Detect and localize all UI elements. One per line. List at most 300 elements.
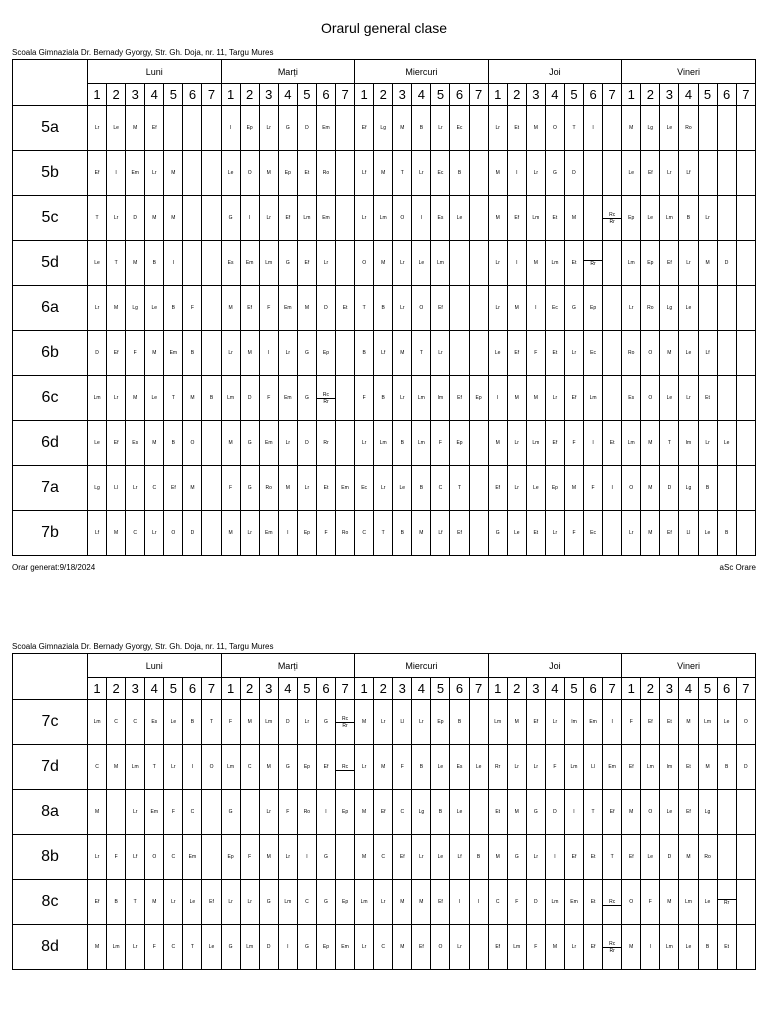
- lesson-cell: O: [736, 700, 755, 745]
- lesson-cell: M: [183, 466, 202, 511]
- timetable-table: [12, 59, 756, 556]
- lesson-cell: Lm: [240, 925, 259, 970]
- lesson-cell: G: [240, 466, 259, 511]
- lesson-cell: M: [126, 241, 145, 286]
- lesson-cell: Ef: [488, 466, 507, 511]
- lesson-cell: [736, 106, 755, 151]
- lesson-cell: Le: [221, 151, 240, 196]
- lesson-cell: [469, 241, 488, 286]
- class-name: 6c: [13, 376, 88, 421]
- period-number: 3: [393, 678, 412, 700]
- lesson-cell: B: [431, 790, 450, 835]
- lesson-cell: Lr: [393, 286, 412, 331]
- lesson-cell: [736, 880, 755, 925]
- lesson-cell: D: [183, 511, 202, 556]
- lesson-cell: T: [584, 790, 603, 835]
- lesson-cell: [603, 925, 622, 970]
- lesson-cell: F: [259, 376, 278, 421]
- lesson-cell: Le: [717, 421, 736, 466]
- lesson-cell: Ef: [545, 421, 564, 466]
- lesson-cell: D: [297, 421, 316, 466]
- lesson-cell: F: [622, 700, 641, 745]
- lesson-cell: C: [126, 511, 145, 556]
- lesson-cell: Et: [584, 835, 603, 880]
- period-number: 2: [641, 84, 660, 106]
- lesson-cell: B: [698, 466, 717, 511]
- lesson-cell: [450, 331, 469, 376]
- lesson-cell: Ep: [240, 106, 259, 151]
- lesson-cell: M: [240, 700, 259, 745]
- lesson-cell: Ef: [622, 745, 641, 790]
- lesson-cell: O: [412, 286, 431, 331]
- lesson-cell: [469, 196, 488, 241]
- lesson-cell: Em: [603, 745, 622, 790]
- lesson-cell: Em: [336, 925, 355, 970]
- lesson-cell: [603, 241, 622, 286]
- lesson-cell: I: [278, 511, 297, 556]
- lesson-cell: M: [297, 286, 316, 331]
- lesson-cell: B: [145, 241, 164, 286]
- lesson-cell: B: [450, 700, 469, 745]
- lesson-cell: D: [660, 466, 679, 511]
- class-name: 5c: [13, 196, 88, 241]
- lesson-cell: F: [126, 331, 145, 376]
- lesson-cell: Em: [259, 511, 278, 556]
- lesson-cell: Le: [717, 700, 736, 745]
- lesson-cell: Lr: [507, 745, 526, 790]
- lesson-cell: Ef: [431, 286, 450, 331]
- lesson-cell: Lr: [240, 880, 259, 925]
- period-number: 7: [736, 84, 755, 106]
- lesson-subject-bottom: Rr: [590, 260, 596, 267]
- class-row: [13, 745, 756, 790]
- lesson-cell: Rr: [488, 745, 507, 790]
- period-number: 4: [145, 678, 164, 700]
- lesson-cell: [202, 106, 221, 151]
- lesson-cell: M: [164, 196, 183, 241]
- lesson-cell: O: [145, 835, 164, 880]
- lesson-cell: O: [622, 466, 641, 511]
- lesson-cell: [469, 331, 488, 376]
- lesson-cell: M: [698, 745, 717, 790]
- lesson-cell: I: [584, 106, 603, 151]
- day-header: Miercuri: [355, 654, 489, 678]
- lesson-cell: [469, 421, 488, 466]
- lesson-cell: Ec: [355, 466, 374, 511]
- lesson-cell: [584, 241, 603, 286]
- lesson-cell: Le: [88, 421, 107, 466]
- lesson-cell: Ef: [660, 511, 679, 556]
- lesson-cell: Lr: [545, 700, 564, 745]
- lesson-cell: Lr: [297, 466, 316, 511]
- lesson-cell: Lm: [221, 745, 240, 790]
- lesson-cell: Le: [202, 925, 221, 970]
- lesson-cell: [336, 835, 355, 880]
- lesson-cell: Ro: [316, 151, 335, 196]
- lesson-cell: I: [450, 880, 469, 925]
- lesson-cell: [717, 331, 736, 376]
- lesson-subject-bottom: Rr: [323, 398, 329, 405]
- page-title: Orarul general clase: [320, 20, 448, 36]
- lesson-subject-top: Rc: [317, 392, 335, 399]
- lesson-cell: Lr: [145, 151, 164, 196]
- lesson-cell: Lm: [374, 196, 393, 241]
- lesson-cell: G: [221, 790, 240, 835]
- lesson-cell: Em: [183, 835, 202, 880]
- lesson-cell: Ep: [297, 745, 316, 790]
- period-number: 1: [622, 84, 641, 106]
- lesson-cell: Lr: [412, 835, 431, 880]
- class-row: [13, 880, 756, 925]
- period-number: 7: [202, 678, 221, 700]
- period-number: 7: [736, 678, 755, 700]
- lesson-cell: Ep: [297, 511, 316, 556]
- lesson-cell: Lr: [164, 745, 183, 790]
- lesson-cell: C: [355, 511, 374, 556]
- lesson-cell: M: [526, 376, 545, 421]
- lesson-cell: Lr: [526, 835, 545, 880]
- timetable-table: [12, 653, 756, 970]
- lesson-cell: Lr: [393, 241, 412, 286]
- period-number: 4: [412, 678, 431, 700]
- lesson-cell: Et: [564, 241, 583, 286]
- lesson-subject-bottom: Rr: [609, 947, 615, 954]
- lesson-cell: Et: [603, 421, 622, 466]
- lesson-cell: M: [564, 466, 583, 511]
- lesson-cell: M: [374, 745, 393, 790]
- lesson-cell: [603, 511, 622, 556]
- lesson-cell: O: [183, 421, 202, 466]
- lesson-cell: Lr: [488, 106, 507, 151]
- class-row: [13, 376, 756, 421]
- lesson-cell: C: [297, 880, 316, 925]
- lesson-cell: Ec: [584, 331, 603, 376]
- lesson-cell: Em: [259, 421, 278, 466]
- lesson-cell: I: [259, 331, 278, 376]
- period-number: 2: [507, 84, 526, 106]
- lesson-cell: M: [355, 790, 374, 835]
- lesson-cell: [469, 511, 488, 556]
- lesson-cell: C: [126, 700, 145, 745]
- lesson-cell: [469, 106, 488, 151]
- lesson-cell: Ll: [584, 745, 603, 790]
- lesson-cell: M: [259, 745, 278, 790]
- lesson-cell: Ef: [164, 466, 183, 511]
- day-header: Vineri: [622, 654, 756, 678]
- period-number: 7: [469, 84, 488, 106]
- class-row: [13, 511, 756, 556]
- lesson-cell: [164, 106, 183, 151]
- lesson-cell: D: [126, 196, 145, 241]
- lesson-cell: M: [679, 835, 698, 880]
- lesson-cell: F: [507, 880, 526, 925]
- lesson-cell: [107, 790, 126, 835]
- period-number: 3: [259, 84, 278, 106]
- lesson-cell: O: [164, 511, 183, 556]
- lesson-cell: F: [393, 745, 412, 790]
- lesson-cell: C: [431, 466, 450, 511]
- lesson-cell: Ef: [88, 880, 107, 925]
- lesson-cell: Et: [584, 880, 603, 925]
- lesson-cell: Lr: [88, 835, 107, 880]
- class-name: 6b: [13, 331, 88, 376]
- lesson-cell: [736, 196, 755, 241]
- lesson-cell: Ef: [641, 700, 660, 745]
- lesson-cell: Ro: [698, 835, 717, 880]
- class-row: [13, 286, 756, 331]
- lesson-cell: T: [450, 466, 469, 511]
- lesson-cell: F: [107, 835, 126, 880]
- lesson-cell: Lf: [126, 835, 145, 880]
- lesson-cell: Im: [431, 376, 450, 421]
- lesson-cell: [698, 286, 717, 331]
- lesson-cell: Lr: [564, 925, 583, 970]
- period-number: 5: [297, 84, 316, 106]
- lesson-cell: [336, 376, 355, 421]
- period-number: 2: [107, 84, 126, 106]
- period-number: 2: [240, 678, 259, 700]
- lesson-cell: M: [526, 241, 545, 286]
- lesson-cell: Et: [698, 376, 717, 421]
- lesson-cell: [336, 196, 355, 241]
- lesson-cell: [202, 790, 221, 835]
- lesson-cell: F: [164, 790, 183, 835]
- lesson-cell: F: [526, 331, 545, 376]
- period-number: 7: [336, 84, 355, 106]
- lesson-cell: [698, 151, 717, 196]
- lesson-cell: C: [145, 466, 164, 511]
- lesson-cell: [717, 790, 736, 835]
- lesson-cell: Lr: [412, 700, 431, 745]
- lesson-cell: M: [221, 286, 240, 331]
- lesson-cell: M: [145, 421, 164, 466]
- period-number: 3: [393, 84, 412, 106]
- lesson-cell: Ef: [622, 835, 641, 880]
- period-number: 4: [145, 84, 164, 106]
- lesson-cell: I: [164, 241, 183, 286]
- lesson-cell: G: [240, 421, 259, 466]
- lesson-cell: Ll: [679, 511, 698, 556]
- lesson-cell: I: [507, 151, 526, 196]
- lesson-cell: Lr: [355, 745, 374, 790]
- lesson-cell: D: [736, 745, 755, 790]
- lesson-cell: Ef: [240, 286, 259, 331]
- lesson-cell: Lm: [545, 880, 564, 925]
- lesson-cell: B: [698, 925, 717, 970]
- lesson-cell: M: [126, 376, 145, 421]
- period-number: 7: [469, 678, 488, 700]
- lesson-cell: I: [240, 196, 259, 241]
- period-number: 5: [698, 84, 717, 106]
- lesson-cell: Lr: [126, 790, 145, 835]
- period-number: 1: [88, 84, 107, 106]
- lesson-cell: F: [526, 925, 545, 970]
- day-header: Luni: [88, 60, 222, 84]
- lesson-cell: M: [107, 286, 126, 331]
- lesson-cell: Ec: [545, 286, 564, 331]
- period-number: 4: [679, 84, 698, 106]
- lesson-cell: F: [240, 835, 259, 880]
- school-name: Scoala Gimnaziala Dr. Bernady Gyorgy, Str. Gh. Doja, nr. 11, Targu Mures: [12, 48, 274, 57]
- lesson-cell: D: [259, 925, 278, 970]
- class-row: [13, 151, 756, 196]
- lesson-cell: Lf: [698, 331, 717, 376]
- lesson-cell: D: [297, 106, 316, 151]
- lesson-cell: [603, 106, 622, 151]
- lesson-cell: Lm: [88, 376, 107, 421]
- period-number: 6: [450, 84, 469, 106]
- lesson-cell: Ef: [393, 835, 412, 880]
- lesson-cell: I: [221, 106, 240, 151]
- lesson-cell: Lr: [622, 511, 641, 556]
- lesson-cell: Et: [545, 196, 564, 241]
- lesson-cell: F: [584, 466, 603, 511]
- lesson-cell: B: [679, 196, 698, 241]
- class-name: 7c: [13, 700, 88, 745]
- lesson-cell: Le: [679, 286, 698, 331]
- lesson-cell: [336, 421, 355, 466]
- lesson-cell: Lr: [374, 700, 393, 745]
- lesson-cell: Ep: [584, 286, 603, 331]
- period-number: 3: [660, 84, 679, 106]
- lesson-cell: Lg: [126, 286, 145, 331]
- lesson-cell: Et: [679, 745, 698, 790]
- lesson-cell: [202, 835, 221, 880]
- period-number: 3: [126, 678, 145, 700]
- lesson-cell: [717, 376, 736, 421]
- lesson-cell: C: [374, 925, 393, 970]
- lesson-cell: Le: [622, 151, 641, 196]
- period-number: 6: [183, 678, 202, 700]
- lesson-cell: Lr: [431, 331, 450, 376]
- lesson-cell: Lm: [297, 196, 316, 241]
- lesson-cell: [717, 286, 736, 331]
- lesson-cell: [336, 241, 355, 286]
- lesson-cell: Lr: [679, 241, 698, 286]
- lesson-cell: T: [564, 106, 583, 151]
- lesson-cell: T: [393, 151, 412, 196]
- lesson-cell: Lr: [698, 196, 717, 241]
- lesson-cell: M: [107, 511, 126, 556]
- lesson-cell: M: [641, 466, 660, 511]
- class-row: [13, 106, 756, 151]
- lesson-subject-top: Rc: [336, 716, 354, 723]
- lesson-cell: Ep: [316, 331, 335, 376]
- period-number: 6: [316, 84, 335, 106]
- lesson-cell: M: [545, 925, 564, 970]
- lesson-cell: B: [717, 745, 736, 790]
- period-number: 4: [412, 84, 431, 106]
- period-number: 4: [545, 84, 564, 106]
- lesson-cell: Es: [450, 745, 469, 790]
- lesson-cell: [603, 196, 622, 241]
- lesson-cell: F: [564, 511, 583, 556]
- lesson-cell: Em: [584, 700, 603, 745]
- lesson-cell: O: [545, 106, 564, 151]
- lesson-cell: B: [183, 700, 202, 745]
- lesson-cell: I: [412, 196, 431, 241]
- period-number: 5: [431, 84, 450, 106]
- lesson-cell: [736, 331, 755, 376]
- corner-cell: [13, 60, 88, 106]
- lesson-cell: D: [88, 331, 107, 376]
- lesson-subject-bottom: Rr: [609, 218, 615, 225]
- period-number: 6: [717, 84, 736, 106]
- lesson-cell: [698, 106, 717, 151]
- lesson-cell: Lm: [526, 196, 545, 241]
- class-row: [13, 241, 756, 286]
- lesson-cell: B: [164, 286, 183, 331]
- school-name: Scoala Gimnaziala Dr. Bernady Gyorgy, Str. Gh. Doja, nr. 11, Targu Mures: [12, 642, 274, 651]
- lesson-cell: Et: [316, 466, 335, 511]
- lesson-cell: Lf: [88, 511, 107, 556]
- lesson-cell: Lr: [412, 151, 431, 196]
- period-number: 2: [374, 84, 393, 106]
- lesson-cell: M: [622, 106, 641, 151]
- period-number: 7: [603, 678, 622, 700]
- lesson-cell: O: [240, 151, 259, 196]
- lesson-cell: M: [488, 421, 507, 466]
- period-number: 1: [221, 84, 240, 106]
- lesson-cell: Ep: [641, 241, 660, 286]
- lesson-cell: M: [259, 835, 278, 880]
- lesson-cell: Lm: [278, 880, 297, 925]
- lesson-cell: O: [393, 196, 412, 241]
- class-row: [13, 790, 756, 835]
- class-name: 6d: [13, 421, 88, 466]
- lesson-cell: Lr: [679, 376, 698, 421]
- lesson-cell: M: [183, 376, 202, 421]
- lesson-cell: Ec: [584, 511, 603, 556]
- lesson-cell: Lr: [450, 925, 469, 970]
- lesson-cell: B: [717, 511, 736, 556]
- lesson-cell: Em: [145, 790, 164, 835]
- lesson-cell: [584, 151, 603, 196]
- lesson-cell: [736, 835, 755, 880]
- lesson-cell: Lr: [221, 880, 240, 925]
- lesson-cell: M: [355, 700, 374, 745]
- lesson-cell: Le: [183, 880, 202, 925]
- class-row: [13, 835, 756, 880]
- lesson-cell: Lm: [622, 241, 641, 286]
- lesson-cell: Ef: [603, 790, 622, 835]
- lesson-cell: Le: [88, 241, 107, 286]
- lesson-cell: Ef: [431, 880, 450, 925]
- lesson-cell: B: [469, 835, 488, 880]
- lesson-cell: C: [88, 745, 107, 790]
- lesson-cell: [603, 331, 622, 376]
- lesson-cell: F: [316, 511, 335, 556]
- lesson-cell: Lf: [679, 151, 698, 196]
- lesson-cell: Ef: [450, 376, 469, 421]
- period-number: 2: [374, 678, 393, 700]
- lesson-cell: D: [316, 286, 335, 331]
- lesson-cell: G: [259, 880, 278, 925]
- lesson-cell: G: [316, 880, 335, 925]
- class-name: 7b: [13, 511, 88, 556]
- period-number: 3: [526, 678, 545, 700]
- period-number: 1: [355, 84, 374, 106]
- lesson-cell: Le: [641, 835, 660, 880]
- lesson-cell: Le: [488, 331, 507, 376]
- lesson-cell: M: [393, 880, 412, 925]
- lesson-cell: M: [507, 286, 526, 331]
- lesson-cell: Lf: [374, 331, 393, 376]
- class-name: 8d: [13, 925, 88, 970]
- lesson-cell: Ef: [526, 700, 545, 745]
- lesson-cell: C: [164, 835, 183, 880]
- lesson-cell: Em: [316, 106, 335, 151]
